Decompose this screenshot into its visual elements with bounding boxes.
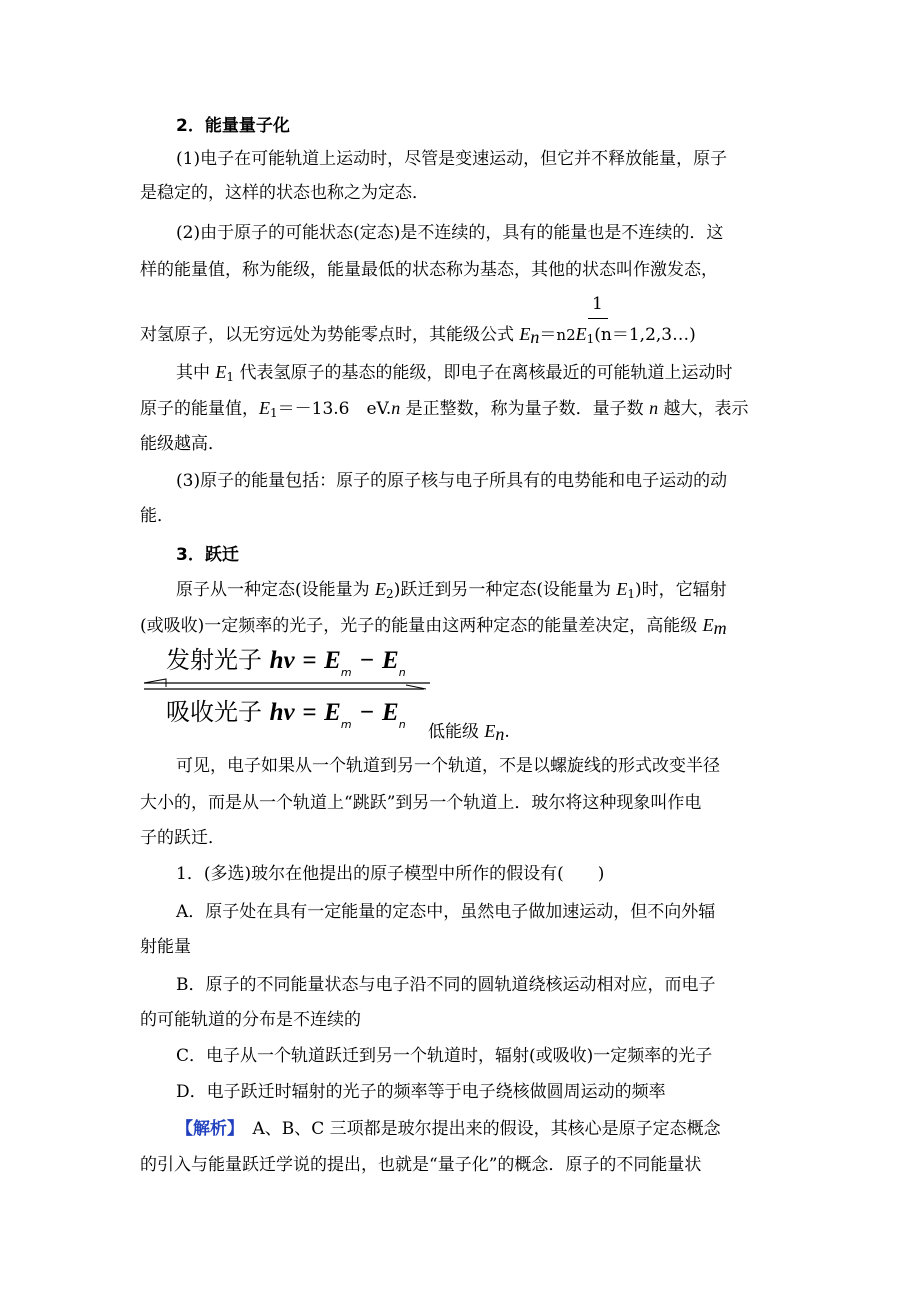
emit-En: E — [382, 647, 399, 674]
paragraph-2-line-2: 样的能量值，称为能级，能量最低的状态称为基态，其他的状态叫作激发态， — [140, 260, 718, 280]
p3-subscript-1: 1 — [226, 370, 235, 384]
p3-line2-symbol-n: n — [391, 398, 401, 418]
section-3-paragraph-line-2: 大小的，而是从一个轨道上“跳跃”到另一个轨道上．玻尔将这种现象叫作电 — [140, 793, 702, 813]
absorb-photon-formula — [166, 698, 406, 739]
s3-l2-symbol-E: E — [702, 615, 714, 635]
low-energy-level-text — [428, 718, 510, 749]
formula-subscript-1: 1 — [586, 332, 595, 346]
s3-l1-text-a: 原子从一种定态(设能量为 — [176, 580, 376, 600]
s3-l1-symbol-E1: E — [616, 579, 628, 599]
s3-l1-subscript-2: 2 — [386, 587, 394, 601]
absorb-hv: hν — [269, 699, 295, 726]
option-a-line-2: 射能量 — [140, 937, 191, 957]
option-d: D．电子跃迁时辐射的光子的频率等于电子绕核做圆周运动的频率 — [176, 1082, 666, 1102]
formula-equals: ＝ — [539, 325, 557, 345]
emit-Em: E — [324, 647, 341, 674]
paragraph-4-line-1: (3)原子的能量包括：原子的原子核与电子所具有的电势能和电子运动的动 — [176, 471, 728, 491]
formula-symbol-E1: E — [575, 324, 587, 344]
emit-photon-label: 发射光子 — [166, 646, 262, 674]
paragraph-3-line-3: 能级越高． — [140, 434, 225, 454]
section-heading-quantization: 2．能量量子化 — [176, 116, 290, 136]
p3-line2-symbol-E: E — [259, 398, 270, 418]
formula-subscript-n: n — [530, 327, 540, 347]
absorb-equals: = — [302, 699, 317, 726]
p3-line2-text-c: 是正整数，称为量子数．量子数 — [400, 399, 650, 419]
option-c: C．电子从一个轨道跃迁到另一个轨道时，辐射(或吸收)一定频率的光子 — [176, 1046, 713, 1066]
reverse-arrow-icon — [144, 679, 430, 687]
analysis-line-1 — [176, 1116, 721, 1142]
formula-symbol-E: E — [519, 324, 531, 344]
analysis-line-1-text: A、B、C 三项都是玻尔提出来的假设，其核心是原子定态概念 — [235, 1119, 721, 1139]
absorb-m-sub: m — [340, 718, 352, 731]
option-b-line-1: B．原子的不同能量状态与电子沿不同的圆轨道绕核运动相对应，而电子 — [176, 975, 716, 995]
p3-line2-symbol-n2: n — [649, 398, 659, 418]
paragraph-1-line-1: (1)电子在可能轨道上运动时，尽管是变速运动，但它并不释放能量，原子 — [176, 149, 728, 169]
emit-m-sub: m — [340, 666, 352, 679]
p3-line2-text-a: 原子的能量值， — [140, 399, 259, 419]
paragraph-3-line-2 — [140, 395, 748, 426]
section-3-paragraph-line-3: 子的跃迁． — [140, 828, 225, 848]
absorb-minus: − — [359, 699, 375, 726]
absorb-photon-label: 吸收光子 — [166, 698, 262, 726]
low-level-E: E — [484, 721, 496, 741]
paragraph-3-line-1 — [176, 359, 732, 390]
s3-l1-subscript-1: 1 — [627, 587, 635, 601]
formula-fraction-numerator: 1 — [592, 294, 603, 314]
p3-line2-text-b: ＝－13.6 eV. — [277, 399, 392, 419]
absorb-n-sub: n — [398, 718, 406, 731]
paragraph-4-line-2: 能． — [140, 506, 174, 526]
p3-symbol-E: E — [215, 362, 227, 382]
paragraph-2-line-1: (2)由于原子的可能状态(定态)是不连续的，具有的能量也是不连续的．这 — [176, 223, 724, 243]
p3-line2-subscript-1: 1 — [270, 406, 278, 420]
low-level-n: n — [495, 724, 505, 744]
analysis-line-2: 的引入与能量跃迁学说的提出，也就是“量子化”的概念．原子的不同能量状 — [140, 1155, 702, 1175]
section-heading-transition: 3．跃迁 — [176, 545, 239, 565]
formula-n-range: (n＝1,2,3…) — [594, 325, 696, 345]
section-3-line-1 — [176, 576, 727, 607]
paragraph-2-line-3 — [140, 321, 696, 352]
option-b-line-2: 的可能轨道的分布是不连续的 — [140, 1010, 361, 1030]
p3-text-a: 其中 — [176, 363, 216, 383]
low-level-label: 低能级 — [428, 722, 485, 742]
s3-l2-text: (或吸收)一定频率的光子，光子的能量由这两种定态的能量差决定，高能级 — [140, 616, 703, 636]
section-3-paragraph-line-1: 可见，电子如果从一个轨道到另一个轨道，不是以螺旋线的形式改变半径 — [176, 756, 720, 776]
paragraph-2-line-3-text: 对氢原子，以无穷远处为势能零点时，其能级公式 — [140, 325, 520, 345]
emit-equals: = — [302, 647, 317, 674]
paragraph-1-line-2: 是稳定的，这样的状态也称之为定态． — [140, 183, 429, 203]
option-a-line-1: A．原子处在具有一定能量的定态中，虽然电子做加速运动，但不向外辐 — [176, 902, 716, 922]
absorb-En: E — [382, 699, 399, 726]
p3-line2-text-d: 越大，表示 — [658, 399, 749, 419]
low-level-dot: . — [504, 722, 510, 742]
forward-arrow-icon — [144, 685, 426, 689]
section-3-line-2 — [140, 612, 727, 643]
formula-fraction-denominator: n2 — [556, 326, 576, 344]
formula-fraction-bar — [588, 318, 608, 319]
question-stem: 1．(多选)玻尔在他提出的原子模型中所作的假设有( ) — [176, 864, 605, 884]
s3-l1-symbol-E2: E — [375, 579, 387, 599]
analysis-tag: 【解析】 — [176, 1119, 236, 1139]
emit-hv: hν — [269, 647, 295, 674]
s3-l2-subscript-m: m — [713, 618, 727, 638]
transition-double-arrow — [140, 674, 435, 696]
s3-l1-text-c: )时，它辐射 — [635, 580, 727, 600]
s3-l1-text-b: )跃迁到另一种定态(设能量为 — [393, 580, 617, 600]
emit-n-sub: n — [398, 666, 406, 679]
emit-minus: − — [359, 647, 375, 674]
p3-text-b: 代表氢原子的基态的能级，即电子在离核最近的可能轨道上运动时 — [234, 363, 733, 383]
absorb-Em: E — [324, 699, 341, 726]
